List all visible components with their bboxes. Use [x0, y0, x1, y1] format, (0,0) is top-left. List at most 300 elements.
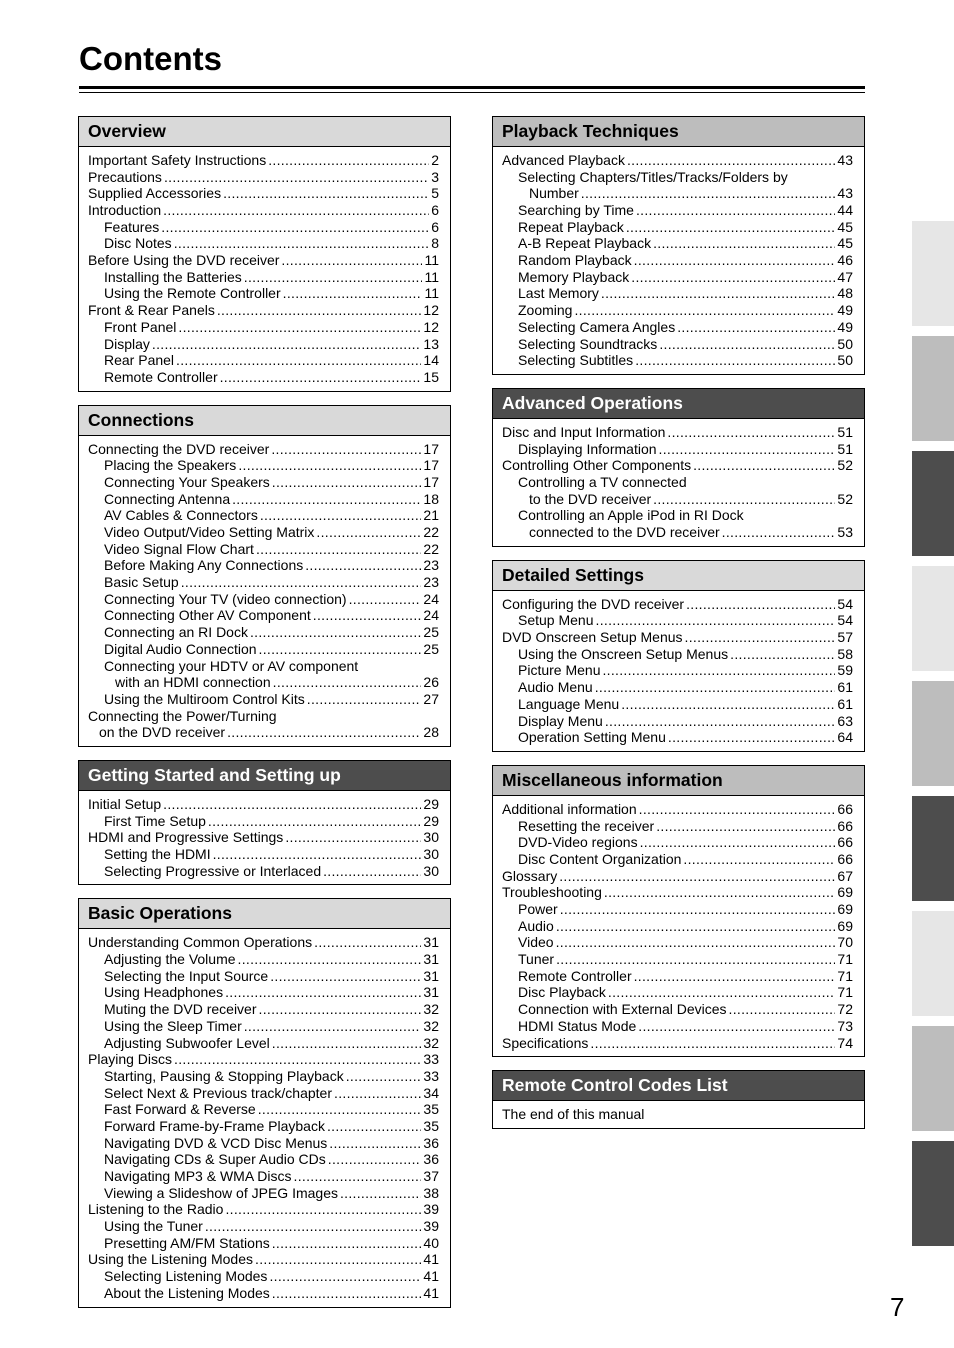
dot-leader	[653, 235, 835, 252]
entry-page-number: 61	[837, 695, 853, 712]
toc-entry[interactable]	[502, 918, 853, 935]
dot-leader	[329, 1135, 421, 1152]
dot-leader	[636, 202, 835, 219]
entry-title: Displaying Information	[518, 440, 657, 457]
toc-entry[interactable]	[88, 235, 439, 252]
toc-entry[interactable]	[88, 319, 439, 336]
toc-entry[interactable]	[88, 1001, 439, 1018]
toc-entry[interactable]	[502, 968, 853, 985]
entry-page-number: 45	[837, 235, 853, 252]
section-heading[interactable]: Advanced Operations	[493, 389, 864, 419]
entry-page-number: 59	[837, 662, 853, 679]
toc-entry[interactable]	[88, 863, 439, 880]
dot-leader	[560, 901, 836, 918]
entry-title: Tuner	[518, 951, 555, 968]
toc-entry[interactable]	[502, 679, 853, 696]
dot-leader	[272, 1285, 422, 1302]
entry-page-number: 69	[837, 901, 853, 918]
entry-page-number: 33	[423, 1051, 439, 1068]
toc-entry[interactable]	[88, 813, 439, 830]
dot-leader	[259, 1001, 422, 1018]
dot-leader	[346, 1068, 422, 1085]
entry-page-number: 71	[837, 984, 853, 1001]
toc-entry[interactable]	[88, 1135, 439, 1152]
toc-entry[interactable]	[88, 1185, 439, 1202]
toc-entry[interactable]	[502, 457, 853, 474]
toc-entry[interactable]	[502, 235, 853, 252]
entry-page-number: 43	[837, 151, 853, 168]
entry-title: Basic Setup	[104, 574, 179, 591]
toc-entry[interactable]	[502, 524, 853, 541]
entry-page-number: 22	[423, 524, 439, 541]
entry-title: Connecting your HDTV or AV component	[104, 657, 359, 674]
toc-entry[interactable]	[88, 441, 439, 458]
entry-page-number: 38	[423, 1184, 439, 1201]
toc-entry[interactable]	[88, 302, 439, 319]
dot-leader	[556, 918, 836, 935]
entry-title: HDMI and Progressive Settings	[88, 829, 284, 846]
toc-entry[interactable]	[502, 696, 853, 713]
toc-entry[interactable]	[88, 202, 439, 219]
dot-leader	[152, 336, 422, 353]
entry-page-number: 5	[431, 185, 439, 202]
toc-entry[interactable]	[88, 1218, 439, 1235]
entry-list	[79, 436, 450, 746]
side-tab[interactable]	[912, 336, 954, 441]
entry-title: Precautions	[88, 168, 162, 185]
toc-entry[interactable]	[502, 219, 853, 236]
toc-entry[interactable]	[502, 352, 853, 369]
toc-entry[interactable]	[502, 507, 853, 524]
toc-entry[interactable]	[88, 252, 439, 269]
dot-leader	[273, 674, 422, 691]
entry-page-number: 41	[423, 1284, 439, 1301]
dot-leader	[225, 1201, 421, 1218]
entry-title: Before Making Any Connections	[104, 557, 304, 574]
toc-entry[interactable]	[88, 491, 439, 508]
entry-title: Disc Playback	[518, 984, 606, 1001]
dot-leader	[268, 152, 429, 169]
entry-page-number: 52	[837, 490, 853, 507]
toc-entry[interactable]	[88, 524, 439, 541]
entry-title: Before Using the DVD receiver	[88, 252, 280, 269]
entry-page-number: 71	[837, 967, 853, 984]
dot-leader	[178, 319, 421, 336]
toc-entry[interactable]	[88, 934, 439, 951]
entry-title: Video Output/Video Setting Matrix	[104, 524, 315, 541]
toc-entry[interactable]	[502, 286, 853, 303]
toc-entry[interactable]	[502, 901, 853, 918]
entry-title: Setup Menu	[518, 612, 594, 629]
page-title: Contents	[79, 40, 222, 77]
toc-entry[interactable]	[88, 541, 439, 558]
entry-title: Navigating CDs & Super Audio CDs	[104, 1151, 326, 1168]
toc-entry[interactable]	[502, 951, 853, 968]
toc-entry[interactable]	[88, 796, 439, 813]
toc-entry[interactable]	[88, 269, 439, 286]
entry-title: Language Menu	[518, 695, 620, 712]
entry-title: Selecting Camera Angles	[518, 318, 676, 335]
dot-leader	[334, 1085, 421, 1102]
entry-title: Rear Panel	[104, 352, 175, 369]
entry-title: Introduction	[88, 202, 162, 219]
toc-entry[interactable]	[502, 612, 853, 629]
dot-leader	[730, 646, 835, 663]
entry-title: Listening to the Radio	[88, 1201, 224, 1218]
side-tab[interactable]	[912, 681, 954, 786]
entry-page-number: 61	[837, 679, 853, 696]
entry-page-number: 17	[423, 457, 439, 474]
dot-leader	[238, 457, 421, 474]
entry-title: Repeat Playback	[518, 218, 624, 235]
dot-leader	[250, 624, 421, 641]
toc-entry[interactable]	[88, 1151, 439, 1168]
entry-page-number: 66	[837, 850, 853, 867]
section-getting-started	[78, 760, 451, 885]
dot-leader	[627, 152, 835, 169]
entry-page-number: 26	[423, 674, 439, 691]
toc-entry[interactable]	[88, 169, 439, 186]
toc-entry[interactable]	[88, 1268, 439, 1285]
toc-entry[interactable]	[502, 202, 853, 219]
toc-entry[interactable]	[88, 286, 439, 303]
dot-leader	[269, 1268, 421, 1285]
section-heading[interactable]: Remote Control Codes List	[493, 1071, 864, 1101]
dot-leader	[244, 269, 423, 286]
dot-leader	[328, 1151, 422, 1168]
entry-page-number: 6	[431, 202, 439, 219]
entry-page-number: 3	[431, 168, 439, 185]
toc-entry[interactable]	[502, 818, 853, 835]
entry-page-number: 23	[423, 557, 439, 574]
dot-leader	[559, 868, 835, 885]
entry-title: About the Listening Modes	[104, 1284, 270, 1301]
side-tab[interactable]	[912, 911, 954, 1016]
dot-leader	[294, 1168, 422, 1185]
entry-page-number: 74	[837, 1034, 853, 1051]
toc-entry[interactable]	[88, 846, 439, 863]
toc-entry[interactable]	[502, 596, 853, 613]
entry-title: Video	[518, 934, 554, 951]
dot-leader	[667, 424, 835, 441]
section-heading[interactable]: Miscellaneous information	[493, 766, 864, 796]
toc-entry[interactable]	[502, 424, 853, 441]
entry-title: AV Cables & Connectors	[104, 507, 258, 524]
entry-page-number: 23	[423, 574, 439, 591]
section-heading[interactable]: Getting Started and Setting up	[79, 761, 450, 791]
toc-entry[interactable]	[88, 708, 439, 725]
entry-page-number: 72	[837, 1001, 853, 1018]
toc-entry[interactable]	[502, 302, 853, 319]
entry-title: Number	[529, 185, 579, 202]
dot-leader	[305, 557, 421, 574]
entry-title: Important Safety Instructions	[88, 151, 267, 168]
entry-title: Selecting Progressive or Interlaced	[104, 862, 322, 879]
toc-entry[interactable]	[502, 185, 853, 202]
toc-entry[interactable]	[88, 1085, 439, 1102]
title-rule-thick	[79, 86, 865, 89]
toc-entry[interactable]	[502, 801, 853, 818]
toc-entry[interactable]	[88, 185, 439, 202]
toc-entry[interactable]	[88, 1035, 439, 1052]
entry-title: Select Next & Previous track/chapter	[104, 1084, 332, 1101]
entry-title: Last Memory	[518, 285, 599, 302]
dot-leader	[604, 884, 836, 901]
toc-entry[interactable]	[502, 868, 853, 885]
dot-leader	[635, 352, 835, 369]
toc-entry[interactable]	[88, 608, 439, 625]
entry-title: Adjusting Subwoofer Level	[104, 1034, 270, 1051]
page-number: 7	[890, 1292, 905, 1322]
entry-page-number: 67	[837, 867, 853, 884]
entry-title: Using the Tuner	[104, 1218, 203, 1235]
toc-entry[interactable]	[88, 1235, 439, 1252]
dot-leader	[161, 219, 429, 236]
dot-leader	[621, 696, 835, 713]
toc-entry[interactable]	[502, 934, 853, 951]
entry-title: Presetting AM/FM Stations	[104, 1234, 270, 1251]
section-remote-codes	[492, 1070, 865, 1129]
toc-entry[interactable]	[88, 152, 439, 169]
entry-page-number: 25	[423, 640, 439, 657]
toc-entry[interactable]	[502, 663, 853, 680]
dot-leader	[281, 252, 422, 269]
toc-entry[interactable]	[88, 1285, 439, 1302]
entry-page-number: 28	[423, 724, 439, 741]
toc-entry[interactable]	[88, 829, 439, 846]
dot-leader	[729, 1001, 836, 1018]
toc-entry[interactable]	[88, 1068, 439, 1085]
toc-entry[interactable]	[88, 1201, 439, 1218]
entry-page-number: 50	[837, 352, 853, 369]
entry-title: Setting the HDMI	[104, 846, 211, 863]
entry-title: Display Menu	[518, 712, 603, 729]
toc-entry[interactable]	[502, 884, 853, 901]
toc-entry[interactable]	[88, 968, 439, 985]
toc-entry[interactable]	[88, 1101, 439, 1118]
entry-title: Selecting Subtitles	[518, 352, 634, 369]
entry-page-number: 54	[837, 612, 853, 629]
dot-leader	[659, 441, 836, 458]
entry-title: Selecting Soundtracks	[518, 335, 658, 352]
entry-title: Controlling a TV connected	[518, 473, 687, 490]
entry-list	[79, 929, 450, 1306]
toc-entry[interactable]	[502, 474, 853, 491]
dot-leader	[608, 984, 836, 1001]
entry-title: on the DVD receiver	[99, 724, 226, 741]
dot-leader	[232, 491, 421, 508]
entry-page-number: 39	[423, 1201, 439, 1218]
entry-page-number: 34	[423, 1084, 439, 1101]
dot-leader	[176, 352, 421, 369]
entry-title: Searching by Time	[518, 202, 634, 219]
toc-entry[interactable]	[502, 336, 853, 353]
toc-entry[interactable]	[88, 624, 439, 641]
entry-page-number: 30	[423, 829, 439, 846]
toc-entry[interactable]	[88, 691, 439, 708]
side-tab[interactable]	[912, 796, 954, 901]
dot-leader	[205, 1218, 422, 1235]
dot-leader	[181, 574, 422, 591]
dot-leader	[595, 679, 836, 696]
toc-entry[interactable]	[502, 834, 853, 851]
side-tab[interactable]	[912, 221, 954, 326]
entry-page-number: 53	[837, 524, 853, 541]
entry-title: Remote Controller	[518, 967, 632, 984]
toc-entry[interactable]	[502, 646, 853, 663]
dot-leader	[581, 185, 836, 202]
toc-entry[interactable]	[502, 441, 853, 458]
entry-page-number: 18	[423, 490, 439, 507]
entry-page-number: 11	[424, 252, 439, 269]
entry-page-number: 69	[837, 917, 853, 934]
toc-entry[interactable]	[502, 319, 853, 336]
entry-page-number: 58	[837, 645, 853, 662]
toc-entry[interactable]	[88, 1051, 439, 1068]
dot-leader	[259, 641, 422, 658]
toc-entry[interactable]	[502, 1001, 853, 1018]
toc-entry[interactable]	[502, 1018, 853, 1035]
entry-page-number: 49	[837, 318, 853, 335]
section-playback-techniques	[492, 116, 865, 375]
entry-title: Connecting the DVD receiver	[88, 440, 270, 457]
entry-title: Disc Notes	[104, 235, 172, 252]
section-connections	[78, 405, 451, 747]
toc-entry[interactable]	[502, 729, 853, 746]
entry-title: Placing the Speakers	[104, 457, 237, 474]
dot-leader	[313, 607, 422, 624]
entry-title: A-B Repeat Playback	[518, 235, 652, 252]
dot-leader	[340, 1185, 421, 1202]
entry-page-number: 51	[837, 440, 853, 457]
toc-entry[interactable]	[88, 1252, 439, 1269]
toc-entry[interactable]	[502, 713, 853, 730]
entry-title: Connection with External Devices	[518, 1001, 727, 1018]
entry-page-number: 14	[423, 352, 439, 369]
dot-leader	[217, 302, 422, 319]
entry-page-number: 27	[423, 690, 439, 707]
toc-entry[interactable]	[88, 574, 439, 591]
toc-entry[interactable]	[88, 457, 439, 474]
side-tab[interactable]	[912, 1026, 954, 1131]
toc-entry[interactable]	[502, 252, 853, 269]
entry-title: connected to the DVD receiver	[529, 524, 720, 541]
toc-entry[interactable]	[502, 169, 853, 186]
entry-page-number: 24	[423, 607, 439, 624]
entry-list	[493, 419, 864, 546]
dot-leader	[349, 591, 422, 608]
entry-page-number: 17	[423, 473, 439, 490]
entry-title: Using the Sleep Timer	[104, 1017, 242, 1034]
entry-page-number: 31	[423, 967, 439, 984]
entry-page-number: 32	[423, 1034, 439, 1051]
section-heading[interactable]: Basic Operations	[79, 899, 450, 929]
entry-page-number: 41	[423, 1251, 439, 1268]
dot-leader	[656, 818, 835, 835]
toc-entry[interactable]	[88, 369, 439, 386]
entry-title: Using the Listening Modes	[88, 1251, 253, 1268]
dot-leader	[164, 169, 429, 186]
entry-page-number: 11	[424, 268, 439, 285]
toc-entry[interactable]	[502, 152, 853, 169]
toc-entry[interactable]	[88, 951, 439, 968]
entry-page-number: 73	[837, 1017, 853, 1034]
entry-title: Picture Menu	[518, 662, 601, 679]
toc-entry[interactable]	[88, 219, 439, 236]
toc-entry[interactable]	[88, 1018, 439, 1035]
entry-title: Viewing a Slideshow of JPEG Images	[104, 1184, 338, 1201]
entry-page-number: 44	[837, 202, 853, 219]
entry-page-number: 12	[423, 302, 439, 319]
side-tab[interactable]	[912, 1141, 954, 1246]
entry-list	[79, 791, 450, 884]
side-tab[interactable]	[912, 451, 954, 556]
dot-leader	[596, 612, 836, 629]
entry-page-number: 71	[837, 951, 853, 968]
toc-entry[interactable]	[88, 658, 439, 675]
toc-entry[interactable]	[502, 629, 853, 646]
entry-page-number: 31	[423, 951, 439, 968]
toc-entry[interactable]	[88, 1118, 439, 1135]
toc-entry[interactable]	[88, 336, 439, 353]
entry-title: HDMI Status Mode	[518, 1017, 637, 1034]
entry-page-number: 29	[423, 812, 439, 829]
toc-entry[interactable]	[502, 851, 853, 868]
dot-leader	[327, 1118, 421, 1135]
side-tab[interactable]	[912, 566, 954, 671]
entry-page-number: 46	[837, 252, 853, 269]
dot-leader	[677, 319, 835, 336]
section-heading[interactable]: Connections	[79, 406, 450, 436]
section-heading[interactable]: Detailed Settings	[493, 561, 864, 591]
toc-entry[interactable]	[502, 491, 853, 508]
toc-entry[interactable]	[502, 269, 853, 286]
entry-page-number: 51	[837, 423, 853, 440]
dot-leader	[213, 846, 422, 863]
toc-entry[interactable]	[502, 1106, 853, 1123]
toc-entry[interactable]	[502, 985, 853, 1002]
dot-leader	[244, 1018, 422, 1035]
left-column	[78, 116, 451, 1321]
section-heading[interactable]: Playback Techniques	[493, 117, 864, 147]
dot-leader	[683, 851, 835, 868]
toc-entry[interactable]	[502, 1035, 853, 1052]
entry-title: Specifications	[502, 1034, 589, 1051]
toc-entry[interactable]	[88, 1168, 439, 1185]
dot-leader	[602, 662, 835, 679]
section-heading[interactable]: Overview	[79, 117, 450, 147]
dot-leader	[590, 1035, 835, 1052]
toc-entry[interactable]	[88, 985, 439, 1002]
entry-title: First Time Setup	[104, 812, 206, 829]
entry-title: Using the Remote Controller	[104, 285, 281, 302]
toc-entry[interactable]	[88, 557, 439, 574]
dot-leader	[605, 713, 836, 730]
entry-title: Glossary	[502, 867, 558, 884]
entry-title: Front Panel	[104, 318, 177, 335]
entry-page-number: 32	[423, 1017, 439, 1034]
dot-leader	[314, 934, 421, 951]
toc-entry[interactable]	[88, 507, 439, 524]
toc-entry[interactable]	[88, 352, 439, 369]
dot-leader	[225, 984, 421, 1001]
toc-entry[interactable]	[88, 674, 439, 691]
toc-entry[interactable]	[88, 641, 439, 658]
entry-page-number: 66	[837, 817, 853, 834]
toc-entry[interactable]	[88, 591, 439, 608]
toc-entry[interactable]	[88, 724, 439, 741]
toc-entry[interactable]	[88, 474, 439, 491]
